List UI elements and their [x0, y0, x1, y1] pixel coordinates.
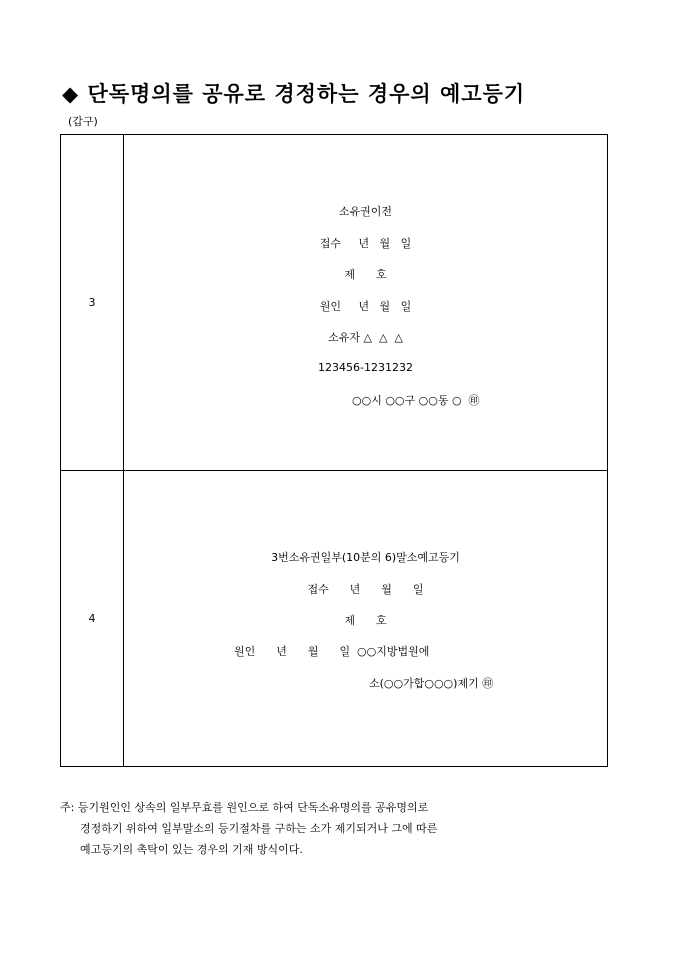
footnote-line: 경정하기 위하여 일부말소의 등기절차를 구하는 소가 제기되거나 그에 따른	[80, 822, 438, 835]
entry-line: 원인 년 월 일 ○○지방법원에	[234, 645, 430, 658]
table-row	[61, 135, 608, 471]
entry-content	[124, 471, 608, 767]
entry-line: 원인 년 월 일	[319, 300, 412, 313]
entry-line: 제 호	[344, 268, 387, 281]
footnote	[60, 797, 437, 860]
entry-line: 3번소유권일부(10분의 6)말소예고등기	[271, 551, 460, 564]
footnote-line: 예고등기의 촉탁이 있는 경우의 기재 방식이다.	[80, 843, 303, 856]
table-row	[61, 471, 608, 767]
row-number: 4	[61, 471, 124, 767]
footnote-line: 주: 등기원인인 상속의 일부무효를 원인으로 하여 단독소유명의를 공유명의로	[60, 801, 429, 814]
entry-line: 접수 년 월 일	[307, 583, 424, 596]
entry-line: ○○시 ○○구 ○○동 ○ ㊞	[352, 394, 480, 407]
entry-line: 접수 년 월 일	[319, 237, 412, 250]
section-label: (갑구)	[68, 115, 98, 128]
entry-line: 제 호	[344, 614, 387, 627]
register-table	[60, 134, 608, 767]
row-number: 3	[61, 135, 124, 471]
entry-content	[124, 135, 608, 471]
page-title: ◆ 단독명의를 공유로 경정하는 경우의 예고등기	[62, 81, 526, 106]
entry-line: 소유자 △ △ △	[328, 331, 403, 344]
entry-line: 소(○○가합○○○)제기 ㊞	[369, 677, 494, 690]
entry-line: 소유권이전	[338, 205, 393, 218]
entry-line: 123456-1231232	[318, 361, 413, 374]
